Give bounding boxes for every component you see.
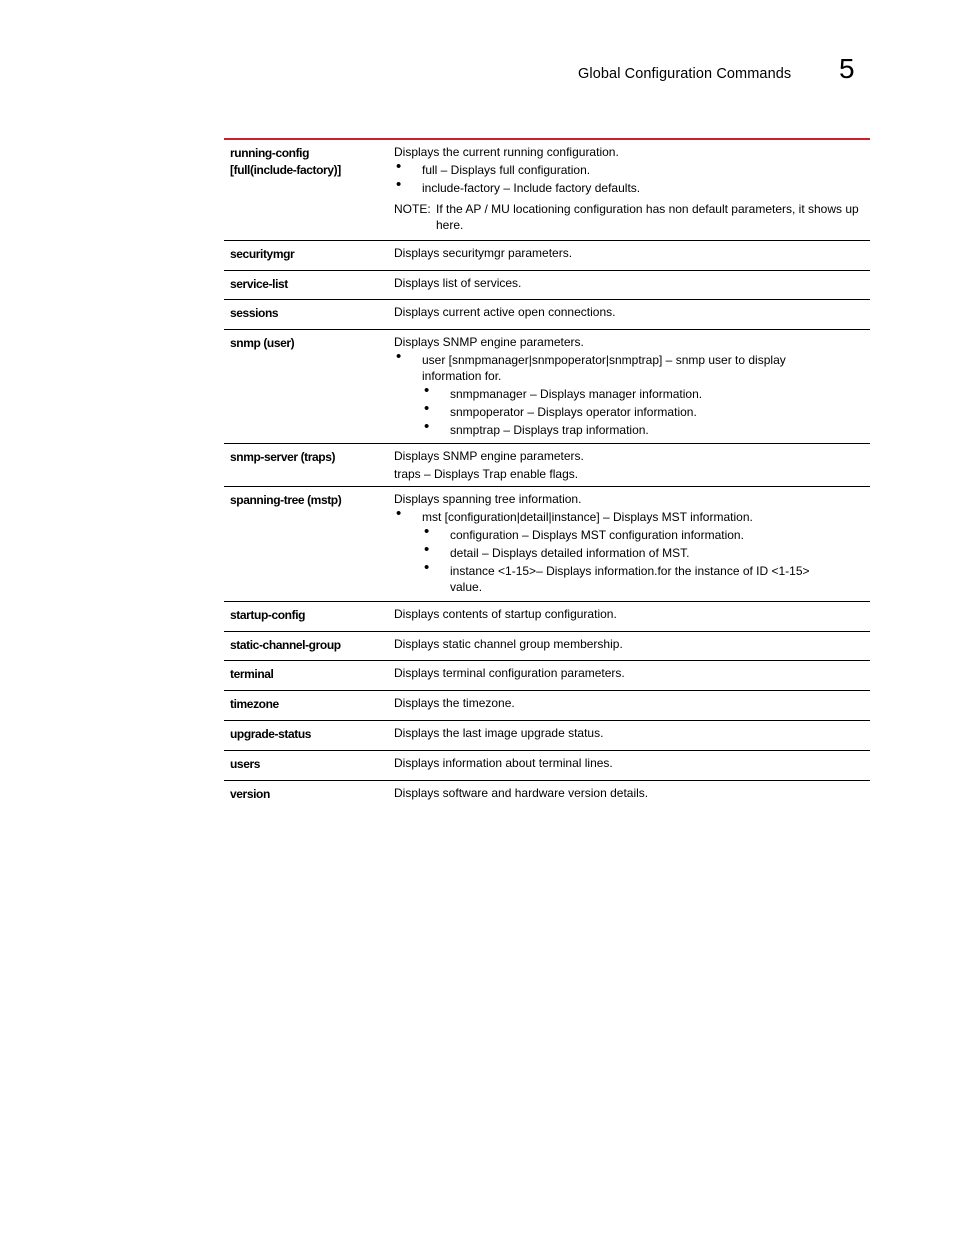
command-description: Displays the timezone.: [394, 696, 515, 710]
command-description: Displays current active open connections.: [394, 305, 616, 319]
command-name: snmp-server (traps): [230, 450, 336, 464]
table-row: [224, 602, 870, 632]
command-description: Displays contents of startup configuration.: [394, 607, 617, 621]
table-row: [224, 271, 870, 300]
description-text: traps – Displays Trap enable flags.: [394, 467, 579, 481]
command-description: Displays software and hardware version details.: [394, 786, 649, 800]
table-row: [224, 300, 870, 330]
table-row: [224, 241, 870, 271]
table-row: [224, 661, 870, 691]
bullet-item: • mst [configuration|detail|instance] – Displays MST information.: [394, 508, 864, 526]
command-description: Displays list of services.: [394, 276, 522, 290]
note-text: If the AP / MU locationing configuration has non default parameters, it shows up here.: [436, 202, 859, 232]
command-description: [388, 330, 870, 443]
command-name: sessions: [230, 306, 279, 320]
sub-bullet-item: • configuration – Displays MST configuration information.: [394, 526, 864, 544]
table-row: [224, 330, 870, 444]
command-description: [388, 140, 870, 240]
description-text: Displays spanning tree information.: [394, 492, 582, 506]
command-description: Displays terminal configuration parameters.: [394, 666, 625, 680]
table-row: [224, 691, 870, 721]
table-row: [224, 721, 870, 751]
table-row: [224, 751, 870, 781]
command-name: timezone: [230, 697, 279, 711]
chapter-number: 5: [839, 53, 855, 84]
command-description: Displays static channel group membership.: [394, 637, 623, 651]
command-name: startup-config: [230, 608, 306, 622]
command-table: [224, 138, 870, 807]
bullet-item: • include-factory – Include factory defaults.: [394, 179, 864, 197]
command-name: terminal: [230, 667, 274, 681]
command-name: running-config [full(include-factory)]: [230, 146, 341, 177]
command-name: service-list: [230, 277, 288, 291]
sub-bullet-item: • instance <1-15>– Displays information.for the instance of ID <1-15> value.: [394, 562, 864, 596]
command-name: static-channel-group: [230, 638, 341, 652]
command-description: Displays the last image upgrade status.: [394, 726, 604, 740]
command-description: [388, 444, 870, 486]
bullet-item: • full – Displays full configuration.: [394, 161, 864, 179]
command-name: upgrade-status: [230, 727, 312, 741]
command-name: snmp (user): [230, 336, 295, 350]
table-row: [224, 487, 870, 602]
note: [394, 201, 864, 233]
description-text: Displays SNMP engine parameters.: [394, 449, 584, 463]
table-row: [224, 632, 870, 661]
table-row: [224, 140, 870, 241]
table-row: [224, 444, 870, 487]
sub-bullet-item: • detail – Displays detailed information of MST.: [394, 544, 864, 562]
command-name: version: [230, 787, 270, 801]
sub-bullet-item: • snmpoperator – Displays operator information.: [394, 403, 864, 421]
bullet-item: • user [snmpmanager|snmpoperator|snmptrap] – snmp user to display information for.: [394, 351, 864, 385]
command-name: users: [230, 757, 261, 771]
command-description: Displays securitymgr parameters.: [394, 246, 573, 260]
description-text: Displays the current running configuration.: [394, 145, 619, 159]
command-name: spanning-tree (mstp): [230, 493, 342, 507]
table-row: [224, 781, 870, 807]
description-text: Displays SNMP engine parameters.: [394, 335, 584, 349]
command-description: [388, 487, 870, 601]
command-name: securitymgr: [230, 247, 295, 261]
sub-bullet-item: • snmpmanager – Displays manager information.: [394, 385, 864, 403]
chapter-title: Global Configuration Commands: [578, 66, 792, 82]
command-description: Displays information about terminal lines.: [394, 756, 613, 770]
note-label: NOTE:: [394, 202, 431, 216]
sub-bullet-item: • snmptrap – Displays trap information.: [394, 421, 864, 439]
